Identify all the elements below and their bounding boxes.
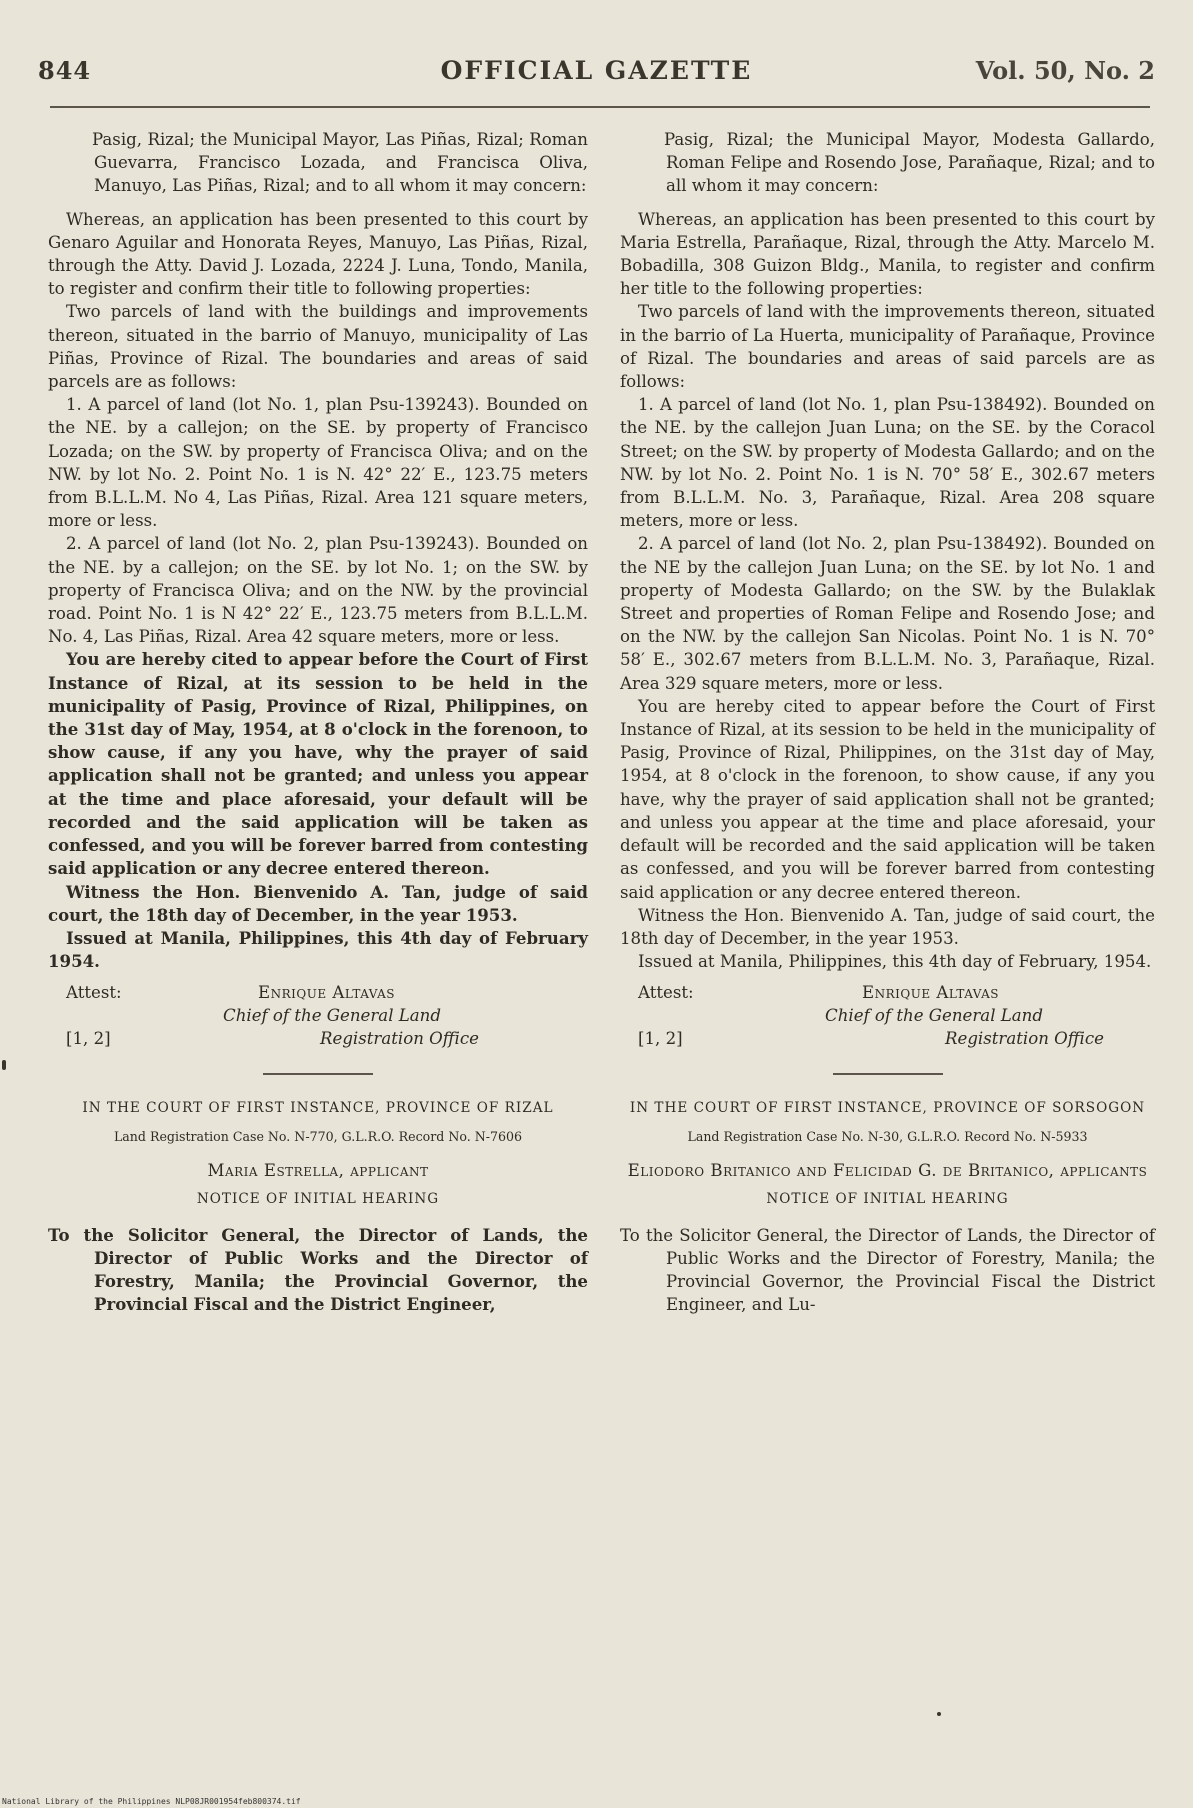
ink-mark xyxy=(2,1060,6,1070)
citation-paragraph: You are hereby cited to appear before the Court of First Instance of Rizal, at its session to be held in the municipality of Pasig, Province of Rizal, Philippines, on the 31st day of May, 1954, at 8 o'clock in the forenoon, to show cause, if any you have, why the prayer of said application shall not be granted; and unless you appear at the time and place aforesaid, your default will be recorded and the said application will be taken as confessed, and you will be forever barred from contesting said application or any decree entered thereon. xyxy=(48,649,588,879)
attest-reference: [1, 2] xyxy=(66,1029,111,1049)
case-number: Land Registration Case No. N-30, G.L.R.O. Record No. N-5933 xyxy=(687,1129,1088,1145)
volume-number: Vol. 50, No. 2 xyxy=(975,56,1155,85)
court-heading: IN THE COURT OF FIRST INSTANCE, PROVINCE OF RIZAL xyxy=(82,1100,554,1117)
intro-paragraph: Pasig, Rizal; the Municipal Mayor, Modesta Gallardo, Roman Felipe and Rosendo Jose, Parañaque, Rizal; and to all whom it may concern: xyxy=(664,130,1155,196)
parcels-intro-paragraph: Two parcels of land with the improvements thereon, situated in the barrio of La Huerta, municipality of Parañaque, Province of Rizal. The boundaries and areas of said parcels are as follows: xyxy=(620,302,1155,392)
scan-credit: National Library of the Philippines NLP08JR001954feb800374.tif xyxy=(2,1797,301,1806)
addressee-paragraph: To the Solicitor General, the Director of Lands, the Director of Public Works and the Director of Forestry, Manila; the Provincial Governor, the Provincial Fiscal the District Engineer, and Lu- xyxy=(620,1225,1155,1315)
attest-reference: [1, 2] xyxy=(638,1029,683,1049)
whereas-paragraph: Whereas, an application has been presented to this court by Maria Estrella, Parañaque, Rizal, through the Atty. Marcelo M. Bobadilla, 308 Guizon Bldg., Manila, to register and confirm her title to the following properties: xyxy=(620,209,1155,299)
attest-title-line-1: Chief of the General Land xyxy=(223,1006,441,1026)
witness-paragraph: Witness the Hon. Bienvenido A. Tan, judge of said court, the 18th day of December, in the year 1953. xyxy=(620,905,1155,948)
section-separator xyxy=(263,1073,373,1075)
whereas-paragraph: Whereas, an application has been presented to this court by Genaro Aguilar and Honorata Reyes, Manuyo, Las Piñas, Rizal, through the Atty. David J. Lozada, 2224 J. Luna, Tondo, Manila, to register and confirm their title to following properties: xyxy=(48,209,588,299)
notice-heading: NOTICE OF INITIAL HEARING xyxy=(766,1191,1009,1208)
parcel-1-paragraph: 1. A parcel of land (lot No. 1, plan Psu-139243). Bounded on the NE. by a callejon; on the SE. by property of Francisco Lozada; on the SW. by property of Francisca Oliva; and on the NW. by lot No. 2. Point No. 1 is N. 42° 22′ E., 123.75 meters from B.L.L.M. No 4, Las Piñas, Rizal. Area 121 square meters, more or less. xyxy=(48,395,588,531)
parcels-intro-paragraph: Two parcels of land with the buildings and improvements thereon, situated in the barrio of Manuyo, municipality of Las Piñas, Province of Rizal. The boundaries and areas of said parcels are as follows: xyxy=(48,302,588,392)
intro-paragraph: Pasig, Rizal; the Municipal Mayor, Las Piñas, Rizal; Roman Guevarra, Francisco Lozada, and Francisca Oliva, Manuyo, Las Piñas, Rizal; and to all whom it may concern: xyxy=(92,130,588,196)
attest-label: Attest: xyxy=(638,983,694,1003)
parcel-1-paragraph: 1. A parcel of land (lot No. 1, plan Psu-138492). Bounded on the NE. by the callejon Juan Luna; on the SE. by the Coracol Street; on the SW. by property of Modesta Gallardo; and on the NW. by lot No. 2. Point No. 1 is N. 70° 58′ E., 302.67 meters from B.L.L.M. No. 3, Parañaque, Rizal. Area 208 square meters, more or less. xyxy=(620,395,1155,531)
notice-heading: NOTICE OF INITIAL HEARING xyxy=(196,1191,440,1208)
attest-label: Attest: xyxy=(66,983,122,1003)
page-header xyxy=(0,56,1193,96)
attest-title-line-2: Registration Office xyxy=(320,1029,479,1049)
issued-paragraph: Issued at Manila, Philippines, this 4th day of February 1954. xyxy=(48,927,588,972)
court-heading: IN THE COURT OF FIRST INSTANCE, PROVINCE OF SORSOGON xyxy=(629,1100,1146,1117)
issued-paragraph: Issued at Manila, Philippines, this 4th day of February, 1954. xyxy=(638,952,1152,972)
header-rule xyxy=(50,106,1150,108)
applicant-line: Eliodoro Britanico and Felicidad G. de Britanico, applicants xyxy=(627,1161,1148,1181)
ink-mark xyxy=(937,1712,941,1716)
attest-name: Enrique Altavas xyxy=(862,983,1000,1003)
citation-paragraph: You are hereby cited to appear before the Court of First Instance of Rizal, at its session to be held in the municipality of Pasig, Province of Rizal, Philippines, on the 31st day of May, 1954, at 8 o'clock in the forenoon, to show cause, if any you have, why the prayer of said application shall not be granted; and unless you appear at the time and place aforesaid, your default will be recorded and the said application will be taken as confessed, and you will be forever barred from contesting said application or any decree entered thereon. xyxy=(620,696,1155,902)
case-number: Land Registration Case No. N-770, G.L.R.O. Record No. N-7606 xyxy=(113,1129,523,1145)
parcel-2-paragraph: 2. A parcel of land (lot No. 2, plan Psu-138492). Bounded on the NE by the callejon Juan Luna; on the SE. by lot No. 1 and property of Modesta Gallardo; on the SW. by the Bulaklak Street and properties of Roman Felipe and Rosendo Jose; and on the NW. by the callejon San Nicolas. Point No. 1 is N. 70° 58′ E., 302.67 meters from B.L.L.M. No. 3, Parañaque, Rizal. Area 329 square meters, more or less. xyxy=(620,534,1155,693)
right-column xyxy=(620,128,1155,1316)
addressee-paragraph: To the Solicitor General, the Director of Lands, the Director of Public Works and the Director of Forestry, Manila; the Provincial Governor, the Provincial Fiscal and the District Engineer, xyxy=(48,1224,588,1315)
attestation-block xyxy=(48,981,588,1051)
witness-paragraph: Witness the Hon. Bienvenido A. Tan, judge of said court, the 18th day of December, in the year 1953. xyxy=(48,881,588,925)
attestation-block xyxy=(620,981,1155,1051)
applicant-line: Maria Estrella, applicant xyxy=(207,1161,429,1181)
attest-title-line-2: Registration Office xyxy=(945,1029,1104,1049)
left-column xyxy=(48,128,588,1316)
parcel-2-paragraph: 2. A parcel of land (lot No. 2, plan Psu-139243). Bounded on the NE. by a callejon; on the SE. by lot No. 1; on the SW. by property of Francisca Oliva; and on the NW. by the provincial road. Point No. 1 is N 42° 22′ E., 123.75 meters from B.L.L.M. No. 4, Las Piñas, Rizal. Area 42 square meters, more or less. xyxy=(48,534,588,647)
attest-title-line-1: Chief of the General Land xyxy=(825,1006,1043,1026)
section-separator xyxy=(833,1073,943,1075)
attest-name: Enrique Altavas xyxy=(258,983,396,1003)
page-number: 844 xyxy=(38,56,92,85)
publication-title: OFFICIAL GAZETTE xyxy=(440,56,753,85)
